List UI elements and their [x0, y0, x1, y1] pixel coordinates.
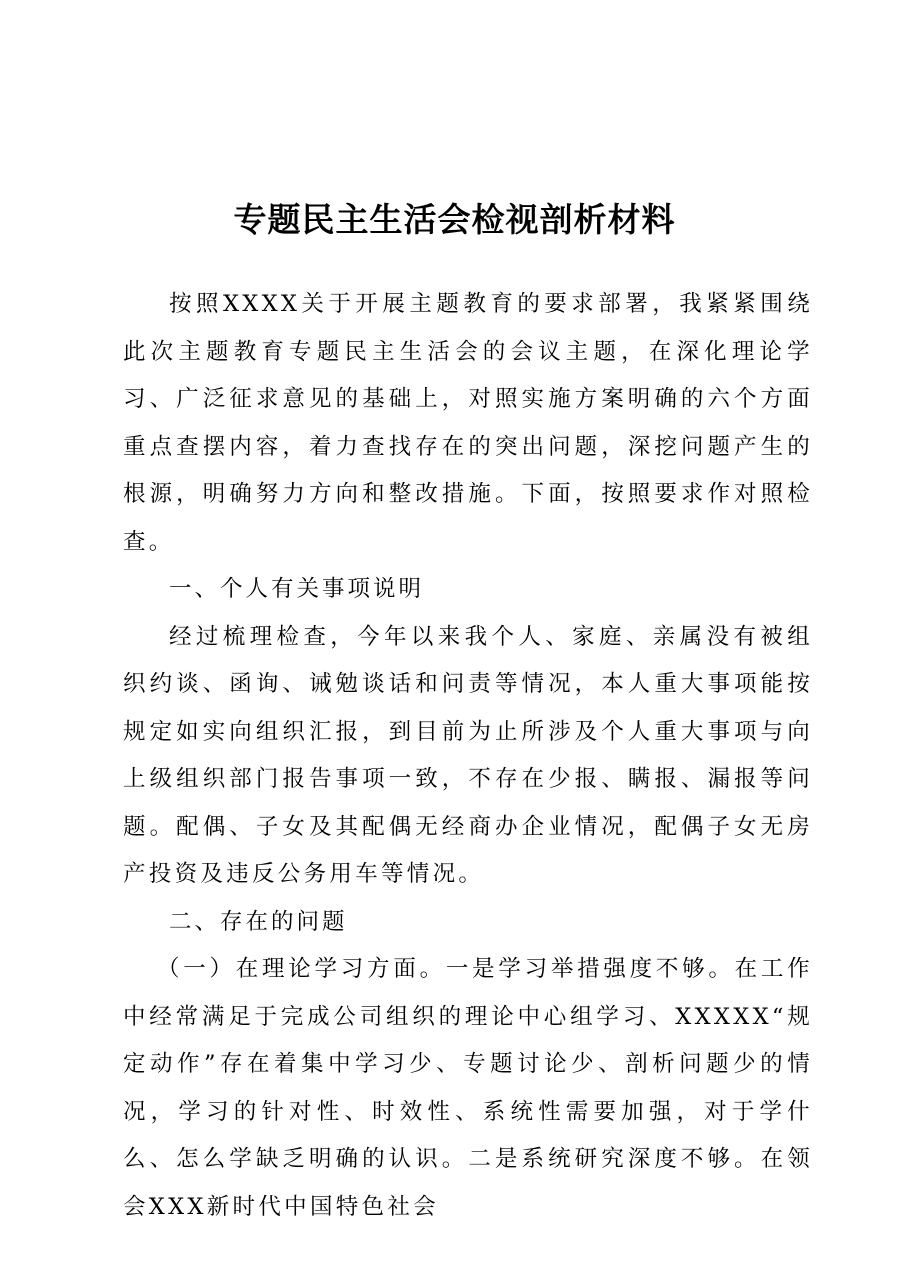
document-title: 专题民主生活会检视剖析材料: [233, 200, 676, 239]
intro-paragraph: 按照XXXX关于开展主题教育的要求部署，我紧紧围绕此次主题教育专题民主生活会的会议主题，在深化理论学习、广泛征求意见的基础上，对照实施方案明确的六个方面重点查摆内容，着力查找存在的突出问题，深挖问题产生的根源，明确努力方向和整改措施。下面，按照要求作对照检查。: [123, 291, 813, 555]
document-body: [123, 281, 813, 1231]
section-heading-problems: 二、存在的问题: [169, 908, 348, 935]
theory-study-paragraph: （一）在理论学习方面。一是学习举措强度不够。在工作中经常满足于完成公司组织的理论中心组学习、XXXXX“规定动作”存在着集中学习少、专题讨论少、剖析问题少的情况，学习的针对性、时效性、系统性需要加强，对于学什么、怎么学缺乏明确的认识。二是系统研究深度不够。在领会XXX新时代中国特色社会: [123, 956, 813, 1220]
personal-matters-paragraph: 经过梳理检查，今年以来我个人、家庭、亲属没有被组织约谈、函询、诫勉谈话和问责等情况，本人重大事项能按规定如实向组织汇报，到目前为止所涉及个人重大事项与向上级组织部门报告事项一致，不存在少报、瞒报、漏报等问题。配偶、子女及其配偶无经商办企业情况，配偶子女无房产投资及违反公务用车等情况。: [123, 623, 813, 887]
section-heading-personal-matters: 一、个人有关事项说明: [169, 576, 425, 602]
